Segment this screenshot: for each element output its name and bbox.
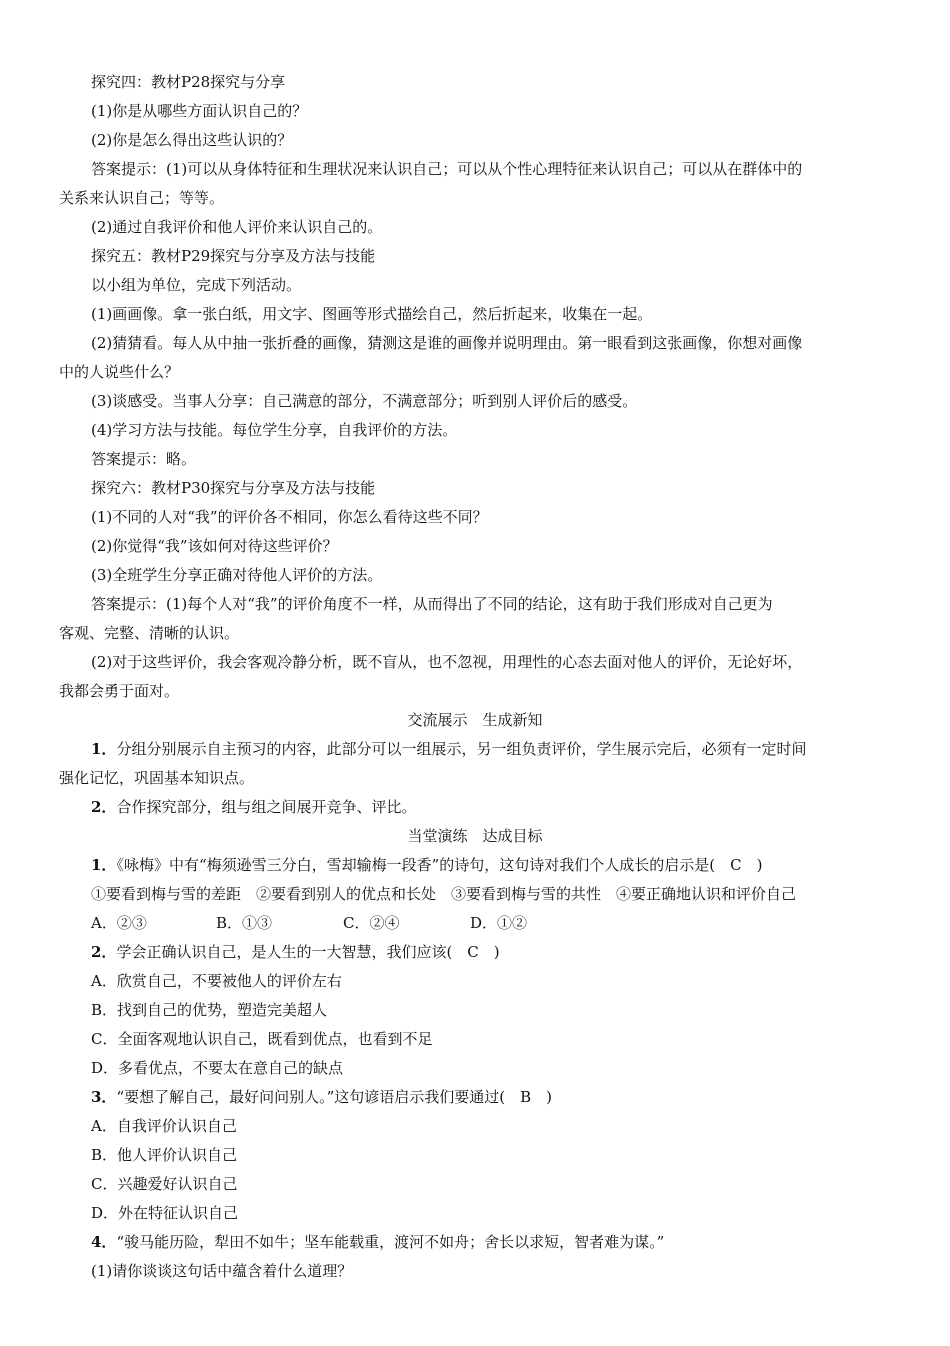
explore6-question-1: (1)不同的人对“我”的评价各不相同，你怎么看待这些不同？ xyxy=(91,508,488,526)
question-text: 学会正确认识自己，是人生的一大智慧，我们应该( C ) xyxy=(116,943,500,961)
question-3-option-b: B．他人评价认识自己 xyxy=(91,1146,238,1164)
question-number: 2． xyxy=(91,943,117,961)
explore6-answer-1-line-2: 客观、完整、清晰的认识。 xyxy=(59,624,240,642)
question-1-options xyxy=(91,913,527,933)
explore5-intro: 以小组为单位，完成下列活动。 xyxy=(91,276,302,294)
question-4-sub-1: (1)请你谈谈这句话中蕴含着什么道理？ xyxy=(91,1262,353,1280)
explore6-title: 探究六：教材P30探究与分享及方法与技能 xyxy=(91,479,376,497)
section-heading-practice: 当堂演练 达成目标 xyxy=(407,827,543,845)
explore4-answer-2: (2)通过自我评价和他人评价来认识自己的。 xyxy=(91,218,383,236)
question-text: “骏马能历险，犁田不如牛；坚车能载重，渡河不如舟；舍长以求短，智者难为谋。” xyxy=(116,1233,665,1251)
question-3-option-c: C．兴趣爱好认识自己 xyxy=(91,1175,238,1193)
explore4-answer-line-1: 答案提示：(1)可以从身体特征和生理状况来认识自己；可以从个性心理特征来认识自己；可以从在群体中的 xyxy=(91,160,803,178)
exchange-item-1-line-2: 强化记忆，巩固基本知识点。 xyxy=(59,769,255,787)
explore5-activity-2-line-2: 中的人说些什么？ xyxy=(59,363,180,381)
explore6-question-2: (2)你觉得“我”该如何对待这些评价？ xyxy=(91,537,338,555)
explore4-title: 探究四：教材P28探究与分享 xyxy=(91,73,286,91)
item-text: 分组分别展示自主预习的内容，此部分可以一组展示，另一组负责评价，学生展示完后，必须有一定时间 xyxy=(116,740,807,758)
option-c: C．②④ xyxy=(343,914,400,932)
option-b: B．①③ xyxy=(216,914,273,932)
explore6-answer-2-line-2: 我都会勇于面对。 xyxy=(59,682,180,700)
option-a: A．②③ xyxy=(91,914,147,932)
item-text: 合作探究部分，组与组之间展开竞争、评比。 xyxy=(116,798,417,816)
explore5-title: 探究五：教材P29探究与分享及方法与技能 xyxy=(91,247,376,265)
explore5-answer: 答案提示：略。 xyxy=(91,450,197,468)
explore4-question-1: (1)你是从哪些方面认识自己的？ xyxy=(91,102,308,120)
question-number: 4． xyxy=(91,1233,117,1251)
question-1 xyxy=(91,855,762,875)
question-2 xyxy=(91,942,500,962)
explore5-activity-4: (4)学习方法与技能。每位学生分享，自我评价的方法。 xyxy=(91,421,458,439)
explore6-answer-1-line-1: 答案提示：(1)每个人对“我”的评价角度不一样，从而得出了不同的结论，这有助于我们形成对自己更为 xyxy=(91,595,773,613)
explore4-question-2: (2)你是怎么得出这些认识的？ xyxy=(91,131,293,149)
exchange-item-2 xyxy=(91,797,416,817)
item-number: 1． xyxy=(91,740,117,758)
question-text: “要想了解自己，最好问问别人。”这句谚语启示我们要通过( B ) xyxy=(116,1088,553,1106)
question-number: 1． xyxy=(91,856,117,874)
explore4-answer-line-2: 关系来认识自己；等等。 xyxy=(59,189,225,207)
explore5-activity-3: (3)谈感受。当事人分享：自己满意的部分，不满意部分；听到别人评价后的感受。 xyxy=(91,392,638,410)
question-4 xyxy=(91,1232,664,1252)
exchange-item-1-line-1 xyxy=(91,739,806,759)
question-3 xyxy=(91,1087,552,1107)
explore6-question-3: (3)全班学生分享正确对待他人评价的方法。 xyxy=(91,566,383,584)
question-3-option-a: A．自我评价认识自己 xyxy=(91,1117,237,1135)
option-d: D．①② xyxy=(470,914,528,932)
question-2-option-d: D．多看优点，不要太在意自己的缺点 xyxy=(91,1059,344,1077)
explore5-activity-1: (1)画画像。拿一张白纸，用文字、图画等形式描绘自己，然后折起来，收集在一起。 xyxy=(91,305,653,323)
question-2-option-b: B．找到自己的优势，塑造完美超人 xyxy=(91,1001,328,1019)
question-3-option-d: D．外在特征认识自己 xyxy=(91,1204,239,1222)
explore5-activity-2-line-1: (2)猜猜看。每人从中抽一张折叠的画像，猜测这是谁的画像并说明理由。第一眼看到这张画像，你想对画像 xyxy=(91,334,803,352)
question-text: 《咏梅》中有“梅须逊雪三分白，雪却输梅一段香”的诗句，这句诗对我们个人成长的启示是( C ) xyxy=(116,856,763,874)
question-2-option-c: C．全面客观地认识自己，既看到优点，也看到不足 xyxy=(91,1030,433,1048)
explore6-answer-2-line-1: (2)对于这些评价，我会客观冷静分析，既不盲从，也不忽视，用理性的心态去面对他人的评价，无论好坏， xyxy=(91,653,803,671)
section-heading-exchange: 交流展示 生成新知 xyxy=(407,711,543,729)
question-1-statements: ①要看到梅与雪的差距 ②要看到别人的优点和长处 ③要看到梅与雪的共性 ④要正确地认识和评价自己 xyxy=(91,885,797,903)
question-number: 3． xyxy=(91,1088,117,1106)
item-number: 2． xyxy=(91,798,117,816)
question-2-option-a: A．欣赏自己，不要被他人的评价左右 xyxy=(91,972,342,990)
